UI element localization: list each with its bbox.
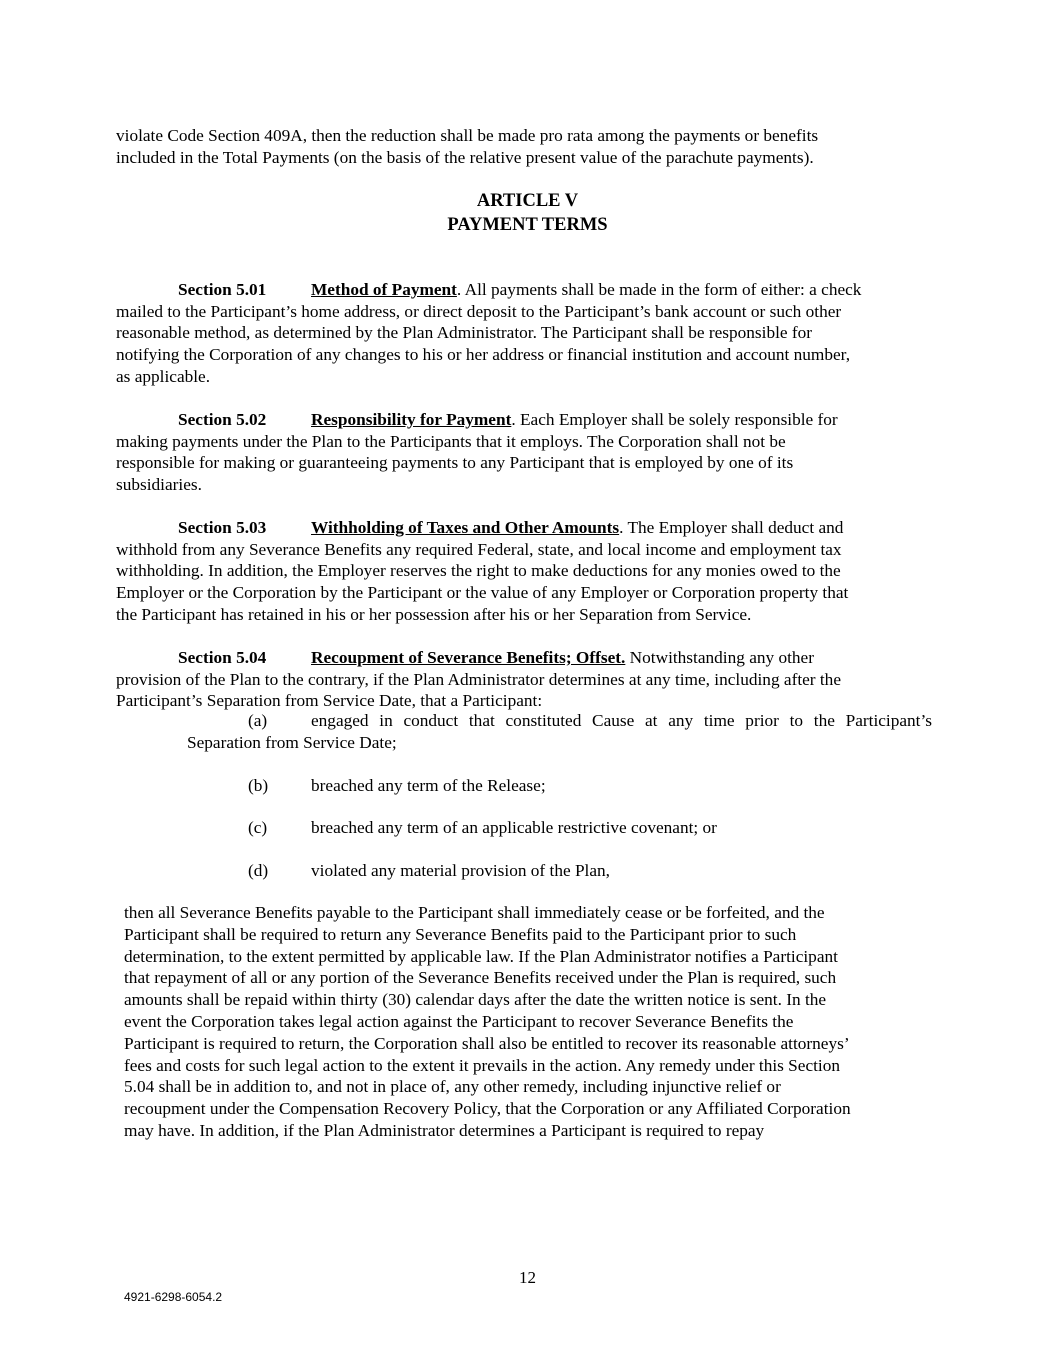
item-text: engaged in conduct that constituted Cause at any time prior to the Participant’s: [311, 711, 932, 730]
item-text: violated any material provision of the Plan,: [311, 861, 610, 880]
section-text: withhold from any Severance Benefits any required Federal, state, and local income and employment tax withholding. In addition, the Employer reserves the right to make deductions for any monies owed to the Employer or the Corporation by the Participant or the value of any Employer or Corporation property that the Participant has retained in his or her possession after his or her Separation from Service.: [116, 539, 849, 624]
section-label: Section 5.03: [178, 517, 267, 537]
section-text: provision of the Plan to the contrary, if the Plan Administrator determines at any time, including after the Participant’s Separation from Service Date, that a Participant:: [116, 669, 841, 711]
item-text: breached any term of the Release;: [311, 776, 546, 795]
section-text: making payments under the Plan to the Participants that it employs. The Corporation shall not be responsible for making or guaranteeing payments to any Participant that is employed by one of its subsidiaries.: [116, 431, 794, 495]
section-text: . The Employer shall deduct and: [619, 517, 844, 537]
list-item-c: [248, 817, 717, 839]
section-text: . Each Employer shall be solely responsible for: [511, 409, 838, 429]
item-label: (d): [248, 861, 269, 880]
section-text: Notwithstanding any other: [625, 647, 814, 667]
item-label: (c): [248, 818, 268, 837]
section-heading: Recoupment of Severance Benefits; Offset.: [311, 647, 626, 667]
article-title: PAYMENT TERMS: [447, 215, 608, 235]
item-continuation: Separation from Service Date;: [187, 733, 397, 752]
section-5-03: [116, 495, 936, 626]
list-item-b: [248, 775, 546, 797]
item-label: (b): [248, 776, 269, 795]
item-label: (a): [248, 711, 268, 730]
section-5-01: [116, 257, 936, 388]
intro-paragraph: violate Code Section 409A, then the reduction shall be made pro rata among the payments or benefits included in the Total Payments (on the basis of the relative present value of the parachute payments).: [116, 126, 819, 167]
document-id: 4921-6298-6054.2: [124, 1290, 223, 1304]
list-item-a: [248, 710, 932, 732]
section-label: Section 5.04: [178, 647, 267, 667]
section-heading: Method of Payment: [311, 279, 457, 299]
section-label: Section 5.02: [178, 409, 267, 429]
item-text: breached any term of an applicable restrictive covenant; or: [311, 818, 717, 837]
closing-paragraph: then all Severance Benefits payable to the Participant shall immediately cease or be forfeited, and the Participant shall be required to return any Severance Benefits paid to the Participant prior to such determination, to the extent permitted by applicable law. If the Plan Administrator notifies a Participant that repayment of all or any portion of the Severance Benefits received under the Plan is required, such amounts shall be repaid within thirty (30) calendar days after the date the written notice is sent. In the event the Corporation takes legal action against the Participant to recover Severance Benefits the Participant is required to return, the Corporation shall also be entitled to recover its reasonable attorneys’ fees and costs for such legal action to the extent it prevails in the action. Any remedy under this Section 5.04 shall be in addition to, and not in place of, any other remedy, including injunctive relief or recoupment under the Compensation Recovery Policy, that the Corporation or any Affiliated Corporation may have. In addition, if the Plan Administrator determines a Participant is required to repay: [124, 903, 851, 1140]
article-number: ARTICLE V: [476, 191, 579, 211]
section-heading: Withholding of Taxes and Other Amounts: [311, 517, 620, 537]
page-number: 12: [519, 1268, 536, 1287]
section-label: Section 5.01: [178, 279, 267, 299]
section-5-02: [116, 387, 936, 496]
list-item-d: [248, 860, 610, 882]
section-text: mailed to the Participant’s home address, or direct deposit to the Participant’s bank account or such other reasonable method, as determined by the Plan Administrator. The Participant shall be responsible for notifying the Corporation of any changes to his or her address or financial institution and account number, as applicable.: [116, 301, 851, 386]
section-text: . All payments shall be made in the form of either: a check: [456, 279, 862, 299]
section-heading: Responsibility for Payment: [311, 409, 512, 429]
section-5-04: [116, 625, 936, 712]
